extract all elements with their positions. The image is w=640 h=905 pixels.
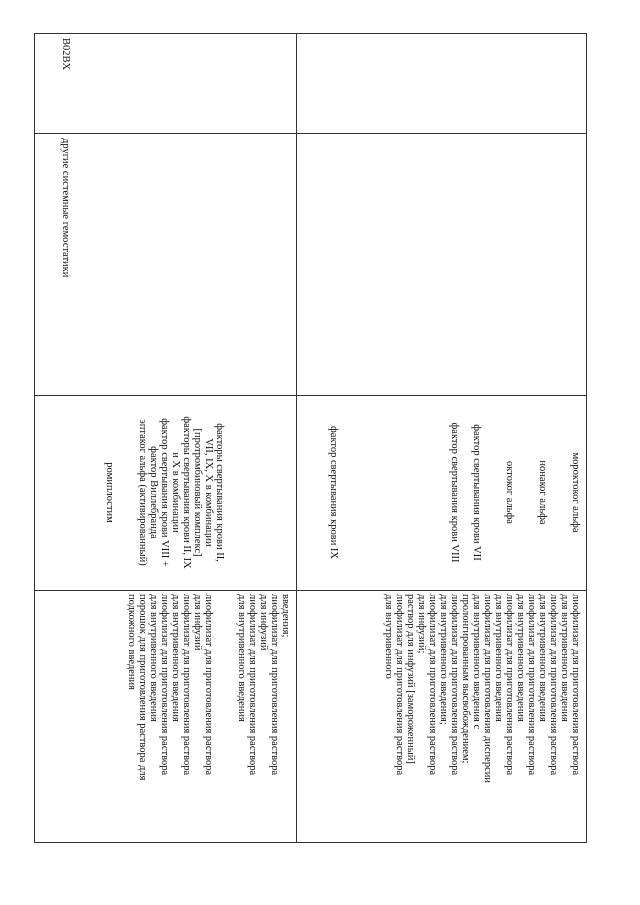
substance-line — [416, 400, 427, 585]
substance-cell — [104, 400, 291, 585]
substance-line: фактор свертывания крови VII — [471, 424, 482, 561]
substance-line: ромиплостим — [104, 462, 115, 523]
substance-line — [350, 400, 361, 585]
substance-line: фактор Виллебранда — [148, 446, 159, 539]
substance-line: эптаког альфа (активированный) — [137, 419, 148, 566]
column-separator — [34, 133, 587, 134]
substance-line — [280, 400, 291, 585]
table-left-border — [34, 33, 587, 34]
dosage-form-line: лиофилизат для приготовления раствора — [548, 594, 559, 776]
dosage-form-line: для инфузий — [192, 594, 203, 651]
dosage-form-line: для внутривенного введения — [236, 594, 247, 722]
substance-line: фактор свертывания крови VIII + — [159, 418, 170, 567]
dosage-form-line: лиофилизат для приготовления раствора — [449, 594, 460, 776]
substance-line: фактор свертывания крови IX — [328, 425, 339, 560]
dosage-form-line: для внутривенного введения; — [438, 594, 449, 725]
substance-line — [526, 400, 537, 585]
atc-code-cell — [570, 38, 581, 128]
substance-line — [269, 400, 280, 585]
substance-line: октоког альфа — [504, 461, 515, 524]
substance-line — [515, 400, 526, 585]
dosage-form-cell — [383, 594, 581, 840]
dosage-form-line: для внутривенного введения — [170, 594, 181, 722]
dosage-form-line: введения; — [280, 594, 291, 638]
dosage-form-line: лиофилизат для приготовления раствора — [203, 594, 214, 776]
dosage-form-line — [225, 594, 236, 840]
substance-line — [405, 400, 416, 585]
substance-line — [372, 400, 383, 585]
dosage-form-line: лиофилизат для приготовления раствора — [504, 594, 515, 776]
dosage-form-line: лиофилизат для приготовления раствора — [394, 594, 405, 776]
substance-line — [247, 400, 258, 585]
substance-line — [225, 400, 236, 585]
substance-line: нонаког альфа — [537, 460, 548, 525]
group-cell — [60, 138, 291, 390]
substance-line — [361, 400, 372, 585]
substance-line: мороктоког альфа — [570, 452, 581, 533]
dosage-form-cell — [126, 594, 291, 840]
column-separator — [34, 590, 587, 591]
dosage-form-line: для внутривенного введения — [537, 594, 548, 722]
dosage-form-line: для внутривенного введения — [148, 594, 159, 722]
atc-code — [570, 38, 581, 128]
substance-line — [493, 400, 504, 585]
substance-line: факторы свертывания крови II, — [214, 423, 225, 562]
substance-line: VII, IX, X в комбинации — [203, 438, 214, 547]
dosage-form-line: для инфузий — [258, 594, 269, 651]
dosage-form-line: для внутривенного введения с — [471, 594, 482, 730]
dosage-form-line: лиофилизат для приготовления раствора — [427, 594, 438, 776]
dosage-form-line: для инфузий; — [416, 594, 427, 654]
dosage-form-line: лиофилизат для приготовления раствора — [570, 594, 581, 776]
dosage-form-line: порошок для приготовления раствора для — [137, 594, 148, 781]
table-right-border — [34, 842, 587, 843]
substance-line — [126, 400, 137, 585]
dosage-form-line: для внутривенного введения — [559, 594, 570, 722]
substance-line — [427, 400, 438, 585]
dosage-form-line: лиофилизат для приготовления раствора — [247, 594, 258, 776]
substance-line — [236, 400, 247, 585]
substance-line — [482, 400, 493, 585]
dosage-form-line: для внутривенного введения — [515, 594, 526, 722]
row-separator — [296, 33, 297, 843]
dosage-form-line — [214, 594, 225, 840]
substance-line — [258, 400, 269, 585]
substance-line: факторы свертывания крови II, IX — [181, 416, 192, 569]
dosage-form-line: для внутривенного введения — [493, 594, 504, 722]
dosage-form-line: пролонгированным высвобождением; — [460, 594, 471, 764]
drug-table — [34, 33, 587, 843]
atc-code: B02BX — [60, 38, 71, 71]
substance-cell — [328, 400, 581, 585]
substance-line: и X в комбинации — [170, 452, 181, 533]
substance-line — [548, 400, 559, 585]
substance-line — [438, 400, 449, 585]
substance-line: [протромбиновый комплекс] — [192, 428, 203, 557]
substance-line — [394, 400, 405, 585]
substance-line — [115, 400, 126, 585]
table-top-border — [586, 33, 587, 843]
column-separator — [34, 395, 587, 396]
substance-line — [460, 400, 471, 585]
substance-line: фактор свертывания крови VIII — [449, 422, 460, 563]
atc-code-cell — [60, 38, 291, 128]
dosage-form-line: для внутривенного — [383, 594, 394, 679]
dosage-form-line: лиофилизат для приготовления раствора — [526, 594, 537, 776]
dosage-form-line: лиофилизат для приготовления раствора — [181, 594, 192, 776]
dosage-form-line: лиофилизат для приготовления дисперсии — [482, 594, 493, 783]
group-name — [570, 138, 581, 390]
substance-line — [339, 400, 350, 585]
dosage-form-line: подкожного введения — [126, 594, 137, 690]
substance-line — [559, 400, 570, 585]
table-bottom-border — [34, 33, 35, 843]
dosage-form-line: лиофилизат для приготовления раствора — [269, 594, 280, 776]
rotated-page — [34, 33, 587, 843]
dosage-form-line: раствор для инфузий [замороженный] — [405, 594, 416, 764]
group-name: другие системные гемостатики — [60, 138, 71, 278]
substance-line — [383, 400, 394, 585]
group-cell — [570, 138, 581, 390]
dosage-form-line: лиофилизат для приготовления раствора — [159, 594, 170, 776]
